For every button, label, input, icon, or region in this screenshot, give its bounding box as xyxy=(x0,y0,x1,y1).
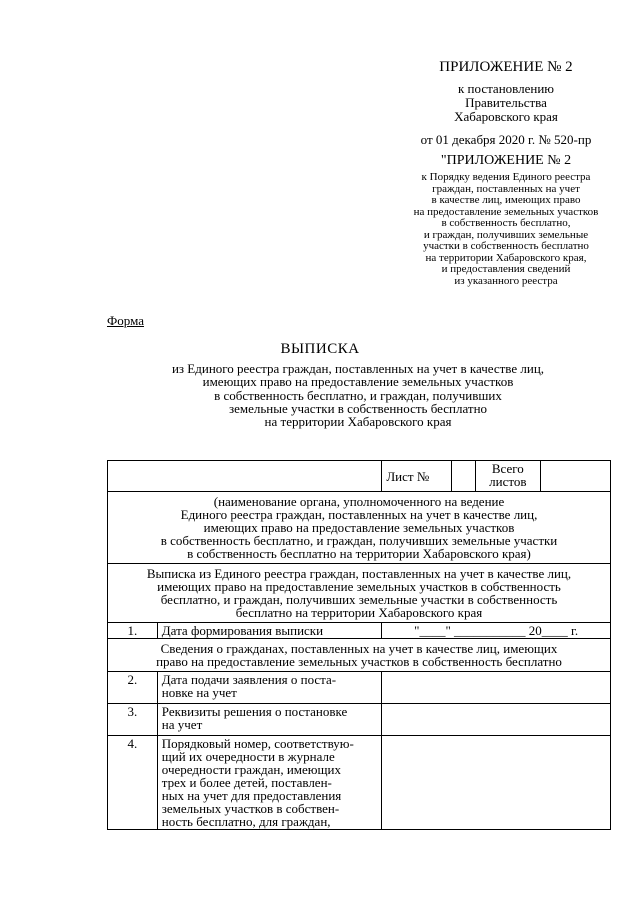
row-label-line: щий их очередности в журнале xyxy=(161,749,335,764)
total-label-cell xyxy=(475,461,540,492)
total-label: Всего xyxy=(491,461,524,476)
document-subtitle xyxy=(108,362,608,428)
row-label-line: очередности граждан, имеющих xyxy=(161,762,341,777)
row-label xyxy=(157,736,382,830)
row-label xyxy=(157,672,382,704)
appendix-inner-line: на территории Хабаровского края, xyxy=(425,251,587,264)
row-label-line: ных на учет для предоставления xyxy=(161,788,342,803)
extract-line: бесплатно, и граждан, получивших земельные участки в собственность xyxy=(160,592,558,607)
total-label: листов xyxy=(489,474,527,489)
authority-cell xyxy=(108,492,611,564)
appendix-main-title: ПРИЛОЖЕНИЕ № 2 xyxy=(439,59,573,75)
row-4 xyxy=(108,736,611,830)
row-number: 4. xyxy=(108,736,158,830)
sheet-label: Лист № xyxy=(386,468,430,484)
appendix-main-line: Правительства xyxy=(465,95,547,110)
row-label-line: ность бесплатно, для граждан, xyxy=(161,814,331,829)
section-row xyxy=(108,639,611,672)
appendix-inner-line: граждан, поставленных на учет xyxy=(432,182,580,195)
subtitle-line: на территории Хабаровского края xyxy=(264,414,452,430)
row-label xyxy=(157,704,382,736)
appendix-inner-line: на предоставление земельных участков xyxy=(413,205,599,218)
total-sheets-field[interactable] xyxy=(540,461,610,492)
row-number: 2. xyxy=(108,672,158,704)
row-1 xyxy=(108,623,611,639)
row-label-line: новке на учет xyxy=(161,685,237,700)
appendix-main-decree: от 01 декабря 2020 г. № 520-пр xyxy=(420,132,592,147)
row-label-line: Порядковый номер, соответствую- xyxy=(161,736,354,751)
queue-number-field[interactable] xyxy=(382,736,611,830)
extract-header-row xyxy=(108,564,611,623)
extract-form-table xyxy=(107,460,611,830)
appendix-inner-line: в собственность бесплатно, xyxy=(441,217,571,229)
row-label: Дата формирования выписки xyxy=(157,623,382,639)
authority-line: Единого реестра граждан, поставленных на учет в качестве лиц, xyxy=(180,507,538,522)
application-date-field[interactable] xyxy=(382,672,611,704)
section-line: право на предоставление земельных участков в собственность бесплатно xyxy=(156,654,562,669)
subtitle-line: имеющих право на предоставление земельных участков xyxy=(202,374,514,390)
form-label: Форма xyxy=(107,313,144,328)
subtitle-line: земельные участки в собственность бесплатно xyxy=(228,400,488,416)
authority-line: (наименование органа, уполномоченного на ведение xyxy=(213,494,505,509)
row-label-line: Реквизиты решения о постановке xyxy=(161,704,348,719)
appendix-inner xyxy=(386,152,626,287)
sheet-label-cell xyxy=(382,461,452,492)
blank-cell[interactable] xyxy=(108,461,382,492)
row-label-line: Дата подачи заявления о поста- xyxy=(161,672,337,687)
row-label-line: на учет xyxy=(161,717,203,732)
appendix-main xyxy=(386,58,626,148)
authority-row xyxy=(108,492,611,564)
appendix-main-line: к постановлению xyxy=(457,81,555,96)
authority-line: имеющих право на предоставление земельных участков xyxy=(203,520,515,535)
row-label-line: земельных участков в собствен- xyxy=(161,801,340,816)
appendix-inner-line: и граждан, получивших земельные xyxy=(423,228,589,241)
appendix-inner-line: из указанного реестра xyxy=(454,274,558,287)
row-2 xyxy=(108,672,611,704)
extract-line: Выписка из Единого реестра граждан, поставленных на учет в качестве лиц, xyxy=(146,566,572,581)
formation-date-field[interactable]: "____" ___________ 20____ г. xyxy=(382,623,611,639)
section-line: Сведения о гражданах, поставленных на учет в качестве лиц, имеющих xyxy=(160,641,558,656)
row-number: 3. xyxy=(108,704,158,736)
row-label-line: трех и более детей, поставлен- xyxy=(161,775,332,790)
appendix-inner-title: "ПРИЛОЖЕНИЕ № 2 xyxy=(440,153,572,168)
authority-line: в собственность бесплатно на территории Хабаровского края) xyxy=(187,546,531,561)
appendix-inner-line: участки в собственность бесплатно xyxy=(423,240,589,252)
decision-details-field[interactable] xyxy=(382,704,611,736)
row-number: 1. xyxy=(108,623,158,639)
sheet-number-field[interactable] xyxy=(452,461,475,492)
extract-line: имеющих право на предоставление земельных участков в собственность xyxy=(157,579,561,594)
document-title: ВЫПИСКА xyxy=(280,341,360,357)
section-cell xyxy=(108,639,611,672)
appendix-inner-line: в качестве лиц, имеющих право xyxy=(431,194,581,206)
appendix-inner-line: к Порядку ведения Единого реестра xyxy=(421,171,591,183)
appendix-main-line: Хабаровского края xyxy=(454,109,558,124)
authority-line: в собственность бесплатно, и граждан, получивших земельные участки xyxy=(160,533,558,548)
extract-line: бесплатно на территории Хабаровского края xyxy=(235,605,483,620)
appendix-inner-line: и предоставления сведений xyxy=(441,263,571,275)
extract-header-cell xyxy=(108,564,611,623)
subtitle-line: в собственность бесплатно, и граждан, получивших xyxy=(214,387,502,403)
row-3 xyxy=(108,704,611,736)
subtitle-line: из Единого реестра граждан, поставленных на учет в качестве лиц, xyxy=(171,361,545,376)
sheet-row xyxy=(108,461,611,492)
